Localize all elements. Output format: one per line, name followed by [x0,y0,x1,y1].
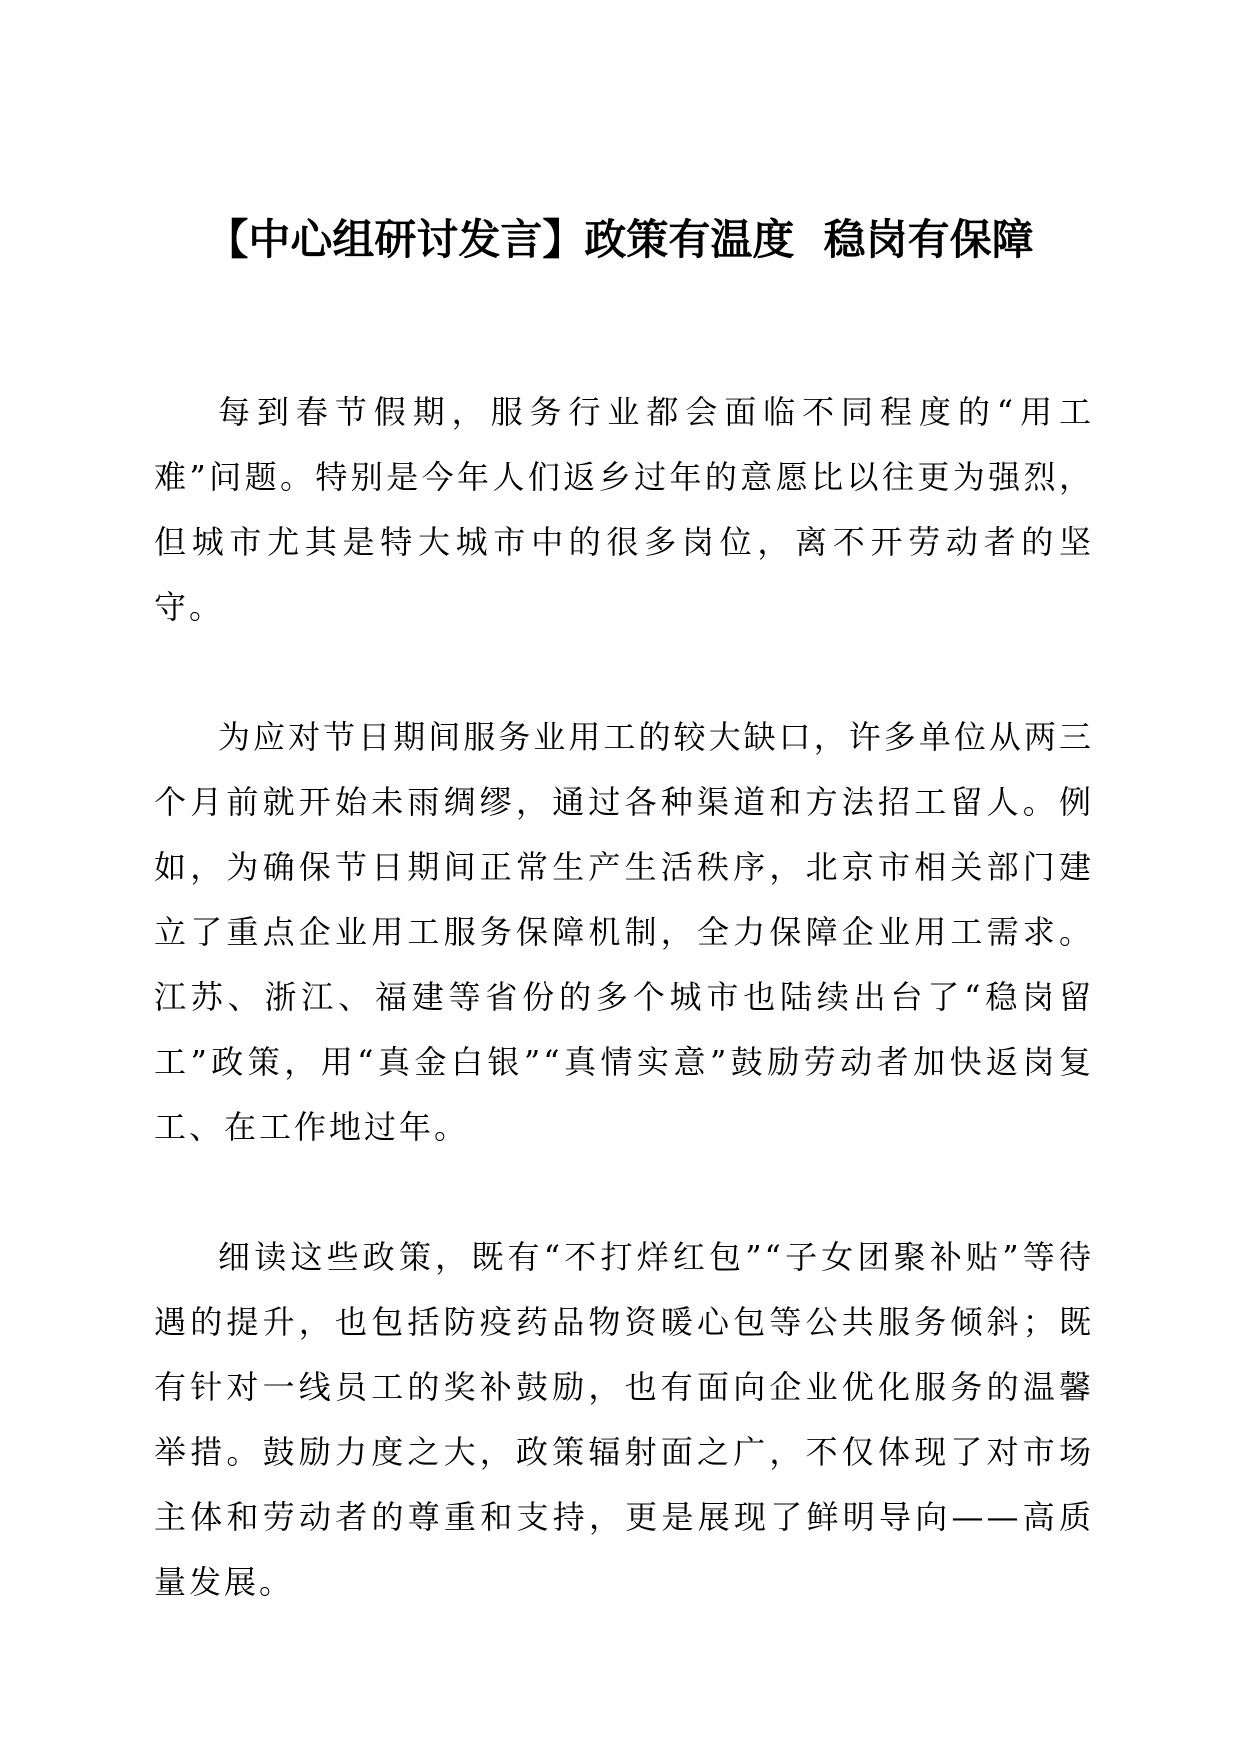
document-body [154,380,1094,1680]
document-title: 【中心组研讨发言】政策有温度 稳岗有保障 [206,215,1034,264]
paragraph-1: 每到春节假期，服务行业都会面临不同程度的“用工难”问题。特别是今年人们返乡过年的意愿比以往更为强烈，但城市尤其是特大城市中的很多岗位，离不开劳动者的坚守。 [154,393,1094,626]
paragraph-3: 细读这些政策，既有“不打烊红包”“子女团聚补贴”等待遇的提升，也包括防疫药品物资暖心包等公共服务倾斜；既有针对一线员工的奖补鼓励，也有面向企业优化服务的温馨举措。鼓励力度之大，政策辐射面之广，不仅体现了对市场主体和劳动者的尊重和支持，更是展现了鲜明导向——高质量发展。 [154,1238,1094,1601]
paragraph-2: 为应对节日期间服务业用工的较大缺口，许多单位从两三个月前就开始未雨绸缪，通过各种渠道和方法招工留人。例如，为确保节日期间正常生产生活秩序，北京市相关部门建立了重点企业用工服务保障机制，全力保障企业用工需求。江苏、浙江、福建等省份的多个城市也陆续出台了“稳岗留工”政策，用“真金白银”“真情实意”鼓励劳动者加快返岗复工、在工作地过年。 [154,718,1094,1146]
